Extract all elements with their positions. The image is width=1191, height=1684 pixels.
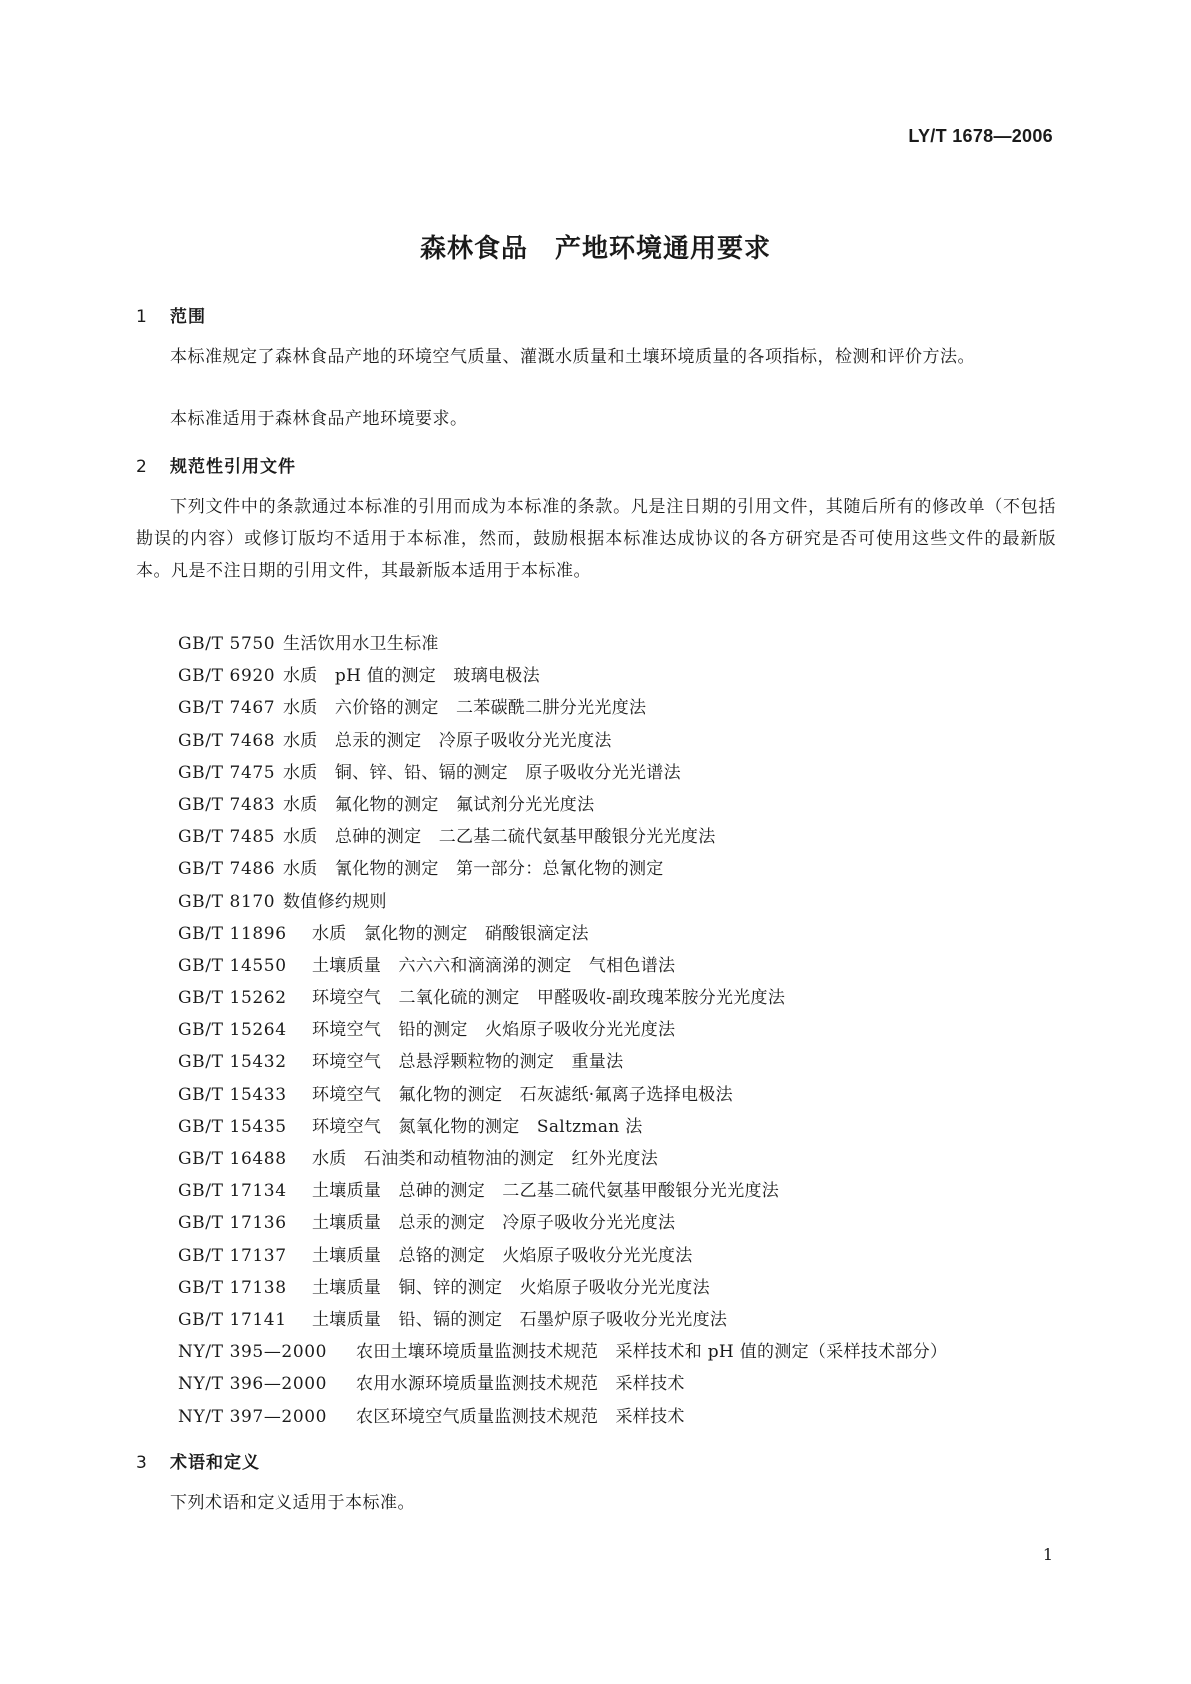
reference-item	[178, 853, 664, 885]
reference-title: 水质 氯化物的测定 硝酸银滴定法	[312, 923, 589, 944]
reference-code: GB/T 7475	[178, 762, 276, 783]
reference-title: 土壤质量 总铬的测定 火焰原子吸收分光光度法	[312, 1245, 693, 1266]
reference-item	[178, 1207, 676, 1239]
reference-item	[178, 628, 439, 660]
reference-title: 土壤质量 总砷的测定 二乙基二硫代氨基甲酸银分光光度法	[312, 1181, 780, 1202]
reference-code: GB/T 11896	[178, 923, 287, 944]
reference-code: GB/T 15432	[178, 1052, 287, 1073]
reference-code: NY/T 395—2000	[178, 1342, 328, 1363]
reference-item	[178, 1272, 710, 1304]
reference-code: GB/T 15435	[178, 1116, 287, 1137]
reference-title: 土壤质量 铅、镉的测定 石墨炉原子吸收分光光度法	[312, 1309, 728, 1330]
reference-title: 水质 石油类和动植物油的测定 红外光度法	[312, 1149, 658, 1169]
reference-title: 水质 六价铬的测定 二苯碳酰二肼分光光度法	[283, 698, 647, 719]
reference-item	[178, 918, 589, 950]
reference-item	[178, 1175, 780, 1207]
reference-title: 环境空气 铅的测定 火焰原子吸收分光光度法	[312, 1020, 676, 1041]
reference-item	[178, 1143, 658, 1175]
reference-list	[178, 628, 948, 1433]
reference-code: GB/T 6920	[178, 666, 276, 687]
reference-item	[178, 1079, 733, 1111]
reference-code: GB/T 17141	[178, 1309, 287, 1330]
reference-code: NY/T 396—2000	[178, 1374, 328, 1395]
section-2-intro: 下列文件中的条款通过本标准的引用而成为本标准的条款。凡是注日期的引用文件，其随后所有的修改单（不包括勘误的内容）或修订版均不适用于本标准，然而，鼓励根据本标准达成协议的各方研究是否可使用这些文件的最新版本。凡是不注日期的引用文件，其最新版本适用于本标准。	[136, 497, 1056, 581]
reference-code: GB/T 7486	[178, 859, 276, 880]
reference-code: GB/T 17134	[178, 1181, 287, 1202]
section-title: 范围	[170, 307, 206, 327]
reference-code: GB/T 15433	[178, 1084, 287, 1105]
section-title: 规范性引用文件	[170, 457, 296, 477]
reference-title: 环境空气 氮氧化物的测定 Saltzman 法	[312, 1116, 643, 1137]
reference-code: GB/T 15264	[178, 1020, 287, 1041]
reference-title: 土壤质量 总汞的测定 冷原子吸收分光光度法	[312, 1213, 676, 1234]
reference-code: GB/T 15262	[178, 988, 287, 1009]
reference-title: 环境空气 二氧化硫的测定 甲醛吸收-副玫瑰苯胺分光光度法	[312, 988, 786, 1009]
reference-code: GB/T 17138	[178, 1277, 287, 1298]
section-number: 3	[136, 1453, 148, 1473]
reference-title: 土壤质量 六六六和滴滴涕的测定 气相色谱法	[312, 955, 676, 976]
document-title: 森林食品 产地环境通用要求	[419, 234, 771, 264]
reference-title: 水质 pH 值的测定 玻璃电极法	[283, 666, 540, 687]
reference-item	[178, 982, 786, 1014]
reference-item	[178, 950, 676, 982]
reference-title: 水质 氟化物的测定 氟试剂分光光度法	[283, 794, 595, 815]
reference-item	[178, 692, 647, 724]
section-3-heading	[136, 1448, 260, 1473]
reference-item	[178, 725, 612, 757]
reference-item	[178, 789, 595, 821]
reference-code: GB/T 14550	[178, 955, 287, 976]
reference-item	[178, 1304, 728, 1336]
reference-title: 农用水源环境质量监测技术规范 采样技术	[356, 1374, 685, 1395]
page-number: 1	[1042, 1545, 1053, 1564]
section-title: 术语和定义	[170, 1453, 260, 1473]
section-1-heading	[136, 302, 206, 327]
reference-item	[178, 1368, 685, 1400]
section-1-paragraph-2: 本标准适用于森林食品产地环境要求。	[170, 409, 468, 429]
reference-code: GB/T 7467	[178, 698, 276, 719]
reference-item	[178, 1014, 676, 1046]
reference-code: GB/T 7485	[178, 827, 276, 848]
reference-code: GB/T 16488	[178, 1149, 287, 1169]
reference-item	[178, 1111, 643, 1143]
section-number: 2	[136, 457, 148, 477]
reference-title: 生活饮用水卫生标准	[283, 634, 439, 654]
section-number: 1	[136, 307, 148, 327]
reference-item	[178, 1336, 948, 1368]
reference-title: 环境空气 总悬浮颗粒物的测定 重量法	[312, 1052, 624, 1073]
reference-code: GB/T 8170	[178, 891, 276, 912]
reference-title: 土壤质量 铜、锌的测定 火焰原子吸收分光光度法	[312, 1277, 710, 1298]
standard-code: LY/T 1678—2006	[908, 126, 1053, 146]
reference-item	[178, 821, 716, 853]
reference-title: 水质 氰化物的测定 第一部分：总氰化物的测定	[283, 859, 664, 880]
reference-code: GB/T 5750	[178, 634, 276, 654]
reference-item	[178, 1401, 685, 1433]
reference-code: NY/T 397—2000	[178, 1406, 328, 1427]
reference-item	[178, 886, 387, 918]
reference-title: 数值修约规则	[283, 891, 387, 912]
reference-item	[178, 1240, 693, 1272]
reference-title: 水质 总汞的测定 冷原子吸收分光光度法	[283, 730, 612, 751]
section-2-heading	[136, 452, 296, 477]
reference-item	[178, 660, 540, 692]
reference-title: 农田土壤环境质量监测技术规范 采样技术和 pH 值的测定（采样技术部分）	[356, 1342, 948, 1363]
reference-item	[178, 757, 681, 789]
reference-code: GB/T 7468	[178, 730, 276, 751]
reference-title: 环境空气 氟化物的测定 石灰滤纸·氟离子选择电极法	[312, 1084, 733, 1105]
reference-item	[178, 1046, 624, 1078]
reference-title: 农区环境空气质量监测技术规范 采样技术	[356, 1406, 685, 1427]
reference-title: 水质 总砷的测定 二乙基二硫代氨基甲酸银分光光度法	[283, 827, 716, 848]
section-1-paragraph-1: 本标准规定了森林食品产地的环境空气质量、灌溉水质量和土壤环境质量的各项指标，检测和评价方法。	[170, 347, 975, 367]
reference-code: GB/T 17136	[178, 1213, 287, 1234]
reference-title: 水质 铜、锌、铅、镉的测定 原子吸收分光光谱法	[283, 762, 681, 783]
reference-code: GB/T 17137	[178, 1245, 287, 1266]
reference-code: GB/T 7483	[178, 794, 276, 815]
section-3-paragraph: 下列术语和定义适用于本标准。	[170, 1493, 415, 1513]
